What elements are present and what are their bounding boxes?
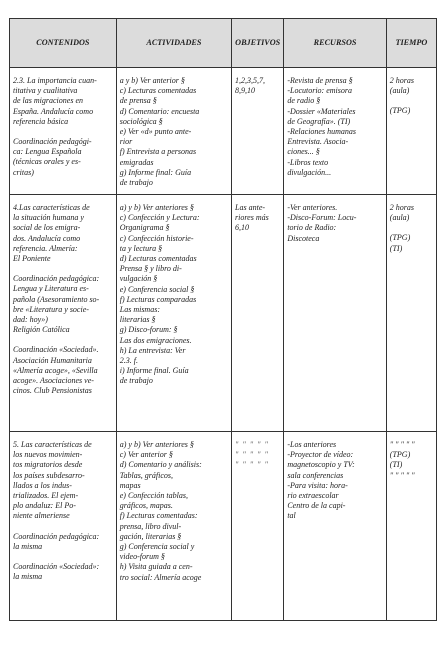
cell-spacer [13, 264, 113, 274]
cell-line: Entrevista. Asocia- [287, 137, 349, 147]
cell-line: " " " " " [235, 440, 269, 449]
cell-line: critas) [13, 167, 34, 177]
cell-line: de las migraciones en [13, 96, 83, 106]
cell-line: -Revista de prensa § [287, 76, 353, 85]
cell-contenidos [10, 195, 117, 432]
cell-contenidos [10, 432, 117, 621]
cell-line: riores más [235, 213, 269, 223]
cell-line: c) Confección historie- [119, 233, 194, 243]
cell-line: 1,2,3,5,7, [235, 76, 266, 85]
cell-line: -Libros texto [287, 157, 329, 167]
cell-line: (TPG) [389, 450, 411, 460]
cell-line: dos. Andalucía como [13, 233, 81, 243]
cell-spacer [390, 96, 433, 106]
cell-line: Organigrama § [119, 223, 170, 233]
cell-line: emigradas [119, 157, 154, 167]
cell-line: niente almeriense [13, 511, 70, 521]
cell-line: «Almería acoge», «Sevilla [13, 365, 98, 375]
cell-spacer [13, 335, 113, 345]
header-recursos: RECURSOS [284, 19, 386, 68]
cell-line: (TPG) [389, 106, 411, 116]
header-contenidos: CONTENIDOS [10, 19, 117, 68]
cell-objetivos [232, 195, 284, 432]
cell-line: -Locutorio: emisora [287, 86, 352, 96]
cell-line: i) Informe final. Guía [119, 366, 189, 376]
cell-line: dad: hoy») [13, 315, 48, 325]
header-tiempo: TIEMPO [386, 19, 436, 68]
cell-line: de prensa § [119, 96, 157, 106]
cell-line: tal [287, 511, 296, 521]
cell-line: e) Ver «d» punto ante- [119, 127, 192, 137]
cell-line: de trabajo [119, 178, 153, 188]
cell-line: g) Informe final: Guía [119, 167, 192, 177]
cell-line: de radio § [287, 96, 321, 106]
cell-line: gación, literarias § [119, 531, 182, 541]
cell-line: 2.3. La importancia cuan- [13, 76, 97, 85]
cell-line: g) Disco-forum: § [119, 325, 178, 335]
cell-line: El Poniente [13, 254, 51, 264]
cell-spacer [390, 223, 433, 233]
cell-line: Centro de la capi- [287, 501, 346, 511]
cell-line: los nuevos movimien- [13, 450, 83, 460]
cell-tiempo [386, 195, 436, 432]
cell-line: -Ver anteriores. [287, 203, 338, 212]
cell-line: -Para visita: hora- [287, 480, 348, 490]
cell-line: rio extraescolar [287, 491, 339, 501]
table-row [10, 68, 437, 195]
cell-line: -Los anteriores [287, 440, 337, 449]
cell-line: acoge». Asociaciones ve- [13, 376, 94, 386]
cell-line: referencia. Almería: [13, 243, 78, 253]
cell-line: c) Confección y Lectura: [119, 213, 200, 223]
table-row [10, 432, 437, 621]
cell-line: d) Comentario y análisis: [119, 460, 202, 470]
cell-line: a) y b) Ver anteriores § [119, 203, 194, 212]
cell-recursos [284, 68, 386, 195]
cell-line: a) y b) Ver anteriores § [119, 440, 194, 449]
cell-line: de trabajo [119, 376, 153, 386]
cell-line: magnetoscopio y TV: [287, 460, 355, 470]
cell-actividades [116, 195, 231, 432]
cell-line: plo andaluz: El Po- [13, 501, 76, 511]
table-row [10, 195, 437, 432]
cell-line: 4.Las características de [13, 203, 90, 212]
cell-line: 5. Las características de [13, 440, 92, 449]
cell-line: g) Conferencia social y [119, 542, 195, 552]
cell-spacer [13, 127, 113, 137]
cell-line: Coordinación pedagógica: [13, 531, 100, 541]
header-objetivos: OBJETIVOS [232, 19, 284, 68]
cell-actividades [116, 432, 231, 621]
cell-line: 2 horas [389, 76, 415, 85]
cell-line: cinos. Club Pensionistas [13, 386, 92, 396]
cell-line: e) Conferencia social § [119, 284, 195, 294]
cell-line: (aula) [389, 86, 410, 96]
cell-line: Coordinación «Sociedad». [13, 345, 99, 355]
cell-line: 2.3. f. [119, 356, 138, 366]
cell-line: " " " " " [235, 460, 269, 470]
cell-spacer [13, 522, 113, 532]
cell-recursos [284, 432, 386, 621]
cell-line: gráficos, mapas. [119, 501, 173, 511]
cell-line: h) La entrevista: Ver [119, 345, 186, 355]
cell-line: la situación humana y [13, 213, 84, 223]
cell-line: 6,10 [235, 223, 250, 233]
cell-line: (TI) [389, 243, 403, 253]
cell-line: ca: Lengua Española [13, 147, 82, 157]
cell-line: " " " " " [389, 470, 415, 480]
cell-spacer [13, 552, 113, 562]
cell-line: Coordinación pedagógi- [13, 137, 92, 147]
cell-line: ciones... § [287, 147, 320, 157]
cell-line: la misma [13, 572, 43, 582]
header-row [10, 19, 437, 68]
cell-line: sociológica § [119, 116, 163, 126]
cell-line: Prensa § y libro di- [119, 264, 182, 274]
cell-line: -Relaciones humanas [287, 127, 356, 137]
cell-line: " " " " " [389, 440, 415, 449]
cell-line: f) Entrevista a personas [119, 147, 197, 157]
cell-objetivos [232, 432, 284, 621]
cell-line: (TPG) [389, 233, 411, 243]
cell-line: d) Lecturas comentadas [119, 254, 197, 264]
cell-line: Asociación Humanitaria [13, 355, 92, 365]
cell-line: literarias § [119, 315, 156, 325]
cell-line: (técnicas orales y es- [13, 157, 81, 167]
cell-line: España. Andalucía como [13, 106, 94, 116]
cell-line: Lengua y Literatura es- [13, 284, 89, 294]
cell-line: pañola (Asesoramiento so- [13, 294, 100, 304]
cell-tiempo [386, 432, 436, 621]
cell-line: Religión Católica [13, 325, 70, 335]
cell-recursos [284, 195, 386, 432]
cell-line: Las ante- [235, 203, 266, 212]
cell-line: tos migratorios desde [13, 460, 83, 470]
cell-line: (TI) [389, 460, 403, 470]
cell-line: d) Comentario: encuesta [119, 106, 200, 116]
cell-line: vulgación § [119, 274, 158, 284]
cell-line: social de los emigra- [13, 223, 81, 233]
cell-line: (aula) [389, 213, 410, 223]
cell-line: titativa y cualitativa [13, 86, 78, 96]
cell-line: Coordinación «Sociedad»: [13, 562, 100, 572]
cell-line: ta y lectura § [119, 243, 163, 253]
cell-line: Las mismas: [119, 305, 160, 315]
cell-line: Tablas, gráficos, [119, 470, 174, 480]
cell-line: los países subdesarro- [13, 470, 85, 480]
cell-line: h) Visita guiada a cen- [119, 562, 193, 572]
cell-line: Las dos emigraciones. [119, 335, 192, 345]
cell-tiempo [386, 68, 436, 195]
cell-line: sala conferencias [287, 470, 344, 480]
cell-line: de Geografía». (TI) [287, 116, 351, 126]
cell-line: la misma [13, 541, 43, 551]
cell-contenidos [10, 68, 117, 195]
cell-line: " " " " " [235, 450, 269, 460]
cell-line: divulgación... [287, 167, 332, 177]
cell-line: -Dossier «Materiales [287, 106, 356, 116]
header-actividades: ACTIVIDADES [116, 19, 231, 68]
cell-line: bre «Literatura y socie- [13, 304, 89, 314]
cell-line: video-forum § [119, 552, 165, 562]
cell-line: referencia básica [13, 116, 69, 126]
cell-line: trializados. El ejem- [13, 491, 79, 501]
cell-line: c) Ver anterior § [119, 450, 173, 460]
cell-line: tro social: Almería acoge [119, 572, 202, 582]
cell-line: -Disco-Forum: Locu- [287, 213, 357, 223]
cell-line: Discoteca [287, 233, 320, 243]
cell-line: torio de Radio: [287, 223, 337, 233]
cell-line: rior [119, 137, 133, 147]
curriculum-table [9, 18, 437, 621]
cell-line: mapas [119, 480, 141, 490]
cell-line: a y b) Ver anterior § [119, 76, 185, 85]
cell-line: prensa, libro divul- [119, 521, 182, 531]
cell-line: f) Lecturas comentadas: [119, 511, 198, 521]
cell-line: 8,9,10 [235, 86, 256, 96]
cell-line: 2 horas [389, 203, 415, 212]
cell-line: llados a los indus- [13, 480, 72, 490]
cell-line: Coordinación pedagógica: [13, 274, 100, 284]
cell-line: e) Confección tablas, [119, 491, 188, 501]
cell-actividades [116, 68, 231, 195]
cell-line: f) Lecturas comparadas [119, 294, 197, 304]
cell-line: -Proyector de vídeo: [287, 450, 354, 460]
cell-objetivos [232, 68, 284, 195]
cell-line: c) Lecturas comentadas [119, 86, 197, 96]
